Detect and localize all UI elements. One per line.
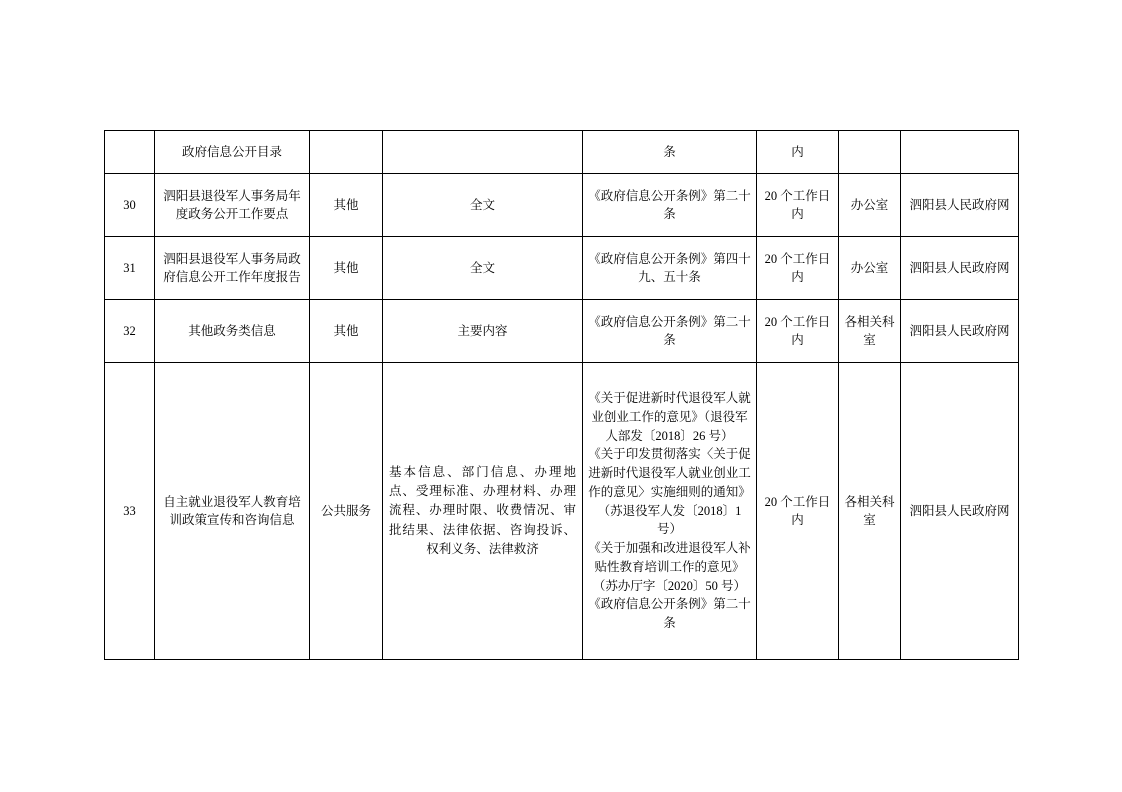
cell-index bbox=[105, 131, 155, 174]
cell-basis: 条 bbox=[583, 131, 757, 174]
basis-line-4: 《政府信息公开条例》第二十条 bbox=[588, 597, 751, 631]
cell-time: 20 个工作日内 bbox=[757, 300, 839, 363]
cell-time: 20 个工作日内 bbox=[757, 174, 839, 237]
cell-content-text: 基本信息、部门信息、办理地点、受理标准、办理材料、办理流程、办理时限、收费情况、审批结果、法律依据、咨询投诉、权利义务、法律救济 bbox=[389, 464, 576, 557]
cell-basis: 《政府信息公开条例》第四十九、五十条 bbox=[583, 237, 757, 300]
cell-index: 33 bbox=[105, 363, 155, 660]
cell-content: 全文 bbox=[383, 174, 583, 237]
cell-dept: 办公室 bbox=[839, 174, 901, 237]
table-row bbox=[105, 131, 1019, 174]
cell-content bbox=[383, 131, 583, 174]
basis-line-1: 《关于促进新时代退役军人就业创业工作的意见》（退役军人部发〔2018〕26 号） bbox=[588, 391, 751, 443]
cell-type bbox=[310, 131, 383, 174]
cell-time: 内 bbox=[757, 131, 839, 174]
cell-type: 公共服务 bbox=[310, 363, 383, 660]
cell-name: 自主就业退役军人教育培训政策宣传和咨询信息 bbox=[155, 363, 310, 660]
cell-dept: 各相关科室 bbox=[839, 363, 901, 660]
cell-site: 泗阳县人民政府网 bbox=[901, 237, 1019, 300]
cell-type: 其他 bbox=[310, 237, 383, 300]
cell-index: 31 bbox=[105, 237, 155, 300]
cell-site: 泗阳县人民政府网 bbox=[901, 363, 1019, 660]
cell-basis: 《政府信息公开条例》第二十条 bbox=[583, 300, 757, 363]
cell-index: 30 bbox=[105, 174, 155, 237]
cell-name: 政府信息公开目录 bbox=[155, 131, 310, 174]
table-row bbox=[105, 174, 1019, 237]
cell-dept bbox=[839, 131, 901, 174]
cell-dept: 办公室 bbox=[839, 237, 901, 300]
table-row bbox=[105, 237, 1019, 300]
cell-type: 其他 bbox=[310, 174, 383, 237]
cell-index: 32 bbox=[105, 300, 155, 363]
cell-site: 泗阳县人民政府网 bbox=[901, 174, 1019, 237]
information-disclosure-table bbox=[104, 130, 1019, 660]
cell-site: 泗阳县人民政府网 bbox=[901, 300, 1019, 363]
cell-content bbox=[383, 363, 583, 660]
cell-dept: 各相关科室 bbox=[839, 300, 901, 363]
cell-site bbox=[901, 131, 1019, 174]
cell-content: 主要内容 bbox=[383, 300, 583, 363]
cell-time: 20 个工作日内 bbox=[757, 237, 839, 300]
table-row bbox=[105, 363, 1019, 660]
table-row bbox=[105, 300, 1019, 363]
cell-name: 其他政务类信息 bbox=[155, 300, 310, 363]
cell-content: 全文 bbox=[383, 237, 583, 300]
cell-basis: 《政府信息公开条例》第二十条 bbox=[583, 174, 757, 237]
cell-name: 泗阳县退役军人事务局政府信息公开工作年度报告 bbox=[155, 237, 310, 300]
cell-time: 20 个工作日内 bbox=[757, 363, 839, 660]
cell-name: 泗阳县退役军人事务局年度政务公开工作要点 bbox=[155, 174, 310, 237]
basis-line-2: 《关于印发贯彻落实〈关于促进新时代退役军人就业创业工作的意见〉实施细则的通知》（苏退役军人发〔2018〕1 号） bbox=[588, 447, 751, 537]
cell-type: 其他 bbox=[310, 300, 383, 363]
basis-line-3: 《关于加强和改进退役军人补贴性教育培训工作的意见》（苏办厅字〔2020〕50 号） bbox=[588, 541, 751, 593]
cell-basis bbox=[583, 363, 757, 660]
